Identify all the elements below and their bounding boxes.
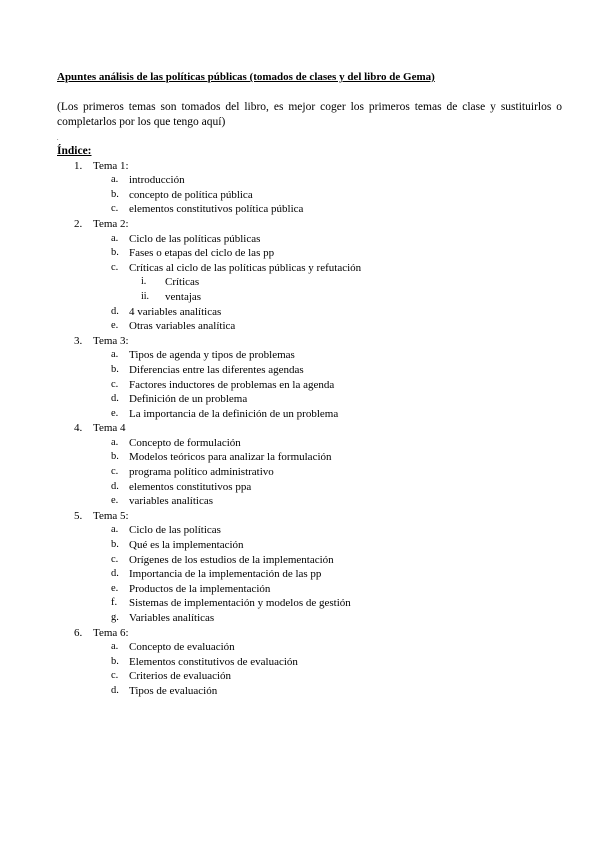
index-subtopic-label: Fases o etapas del ciclo de las pp	[129, 247, 275, 260]
index-topic-1-label: Tema 1:	[93, 159, 129, 172]
index-subsubtopic-marker: i.	[141, 276, 147, 288]
index-subtopic-marker: e.	[111, 407, 119, 419]
index-subtopic	[57, 261, 562, 276]
index-subtopic	[57, 494, 562, 509]
index-subtopic-marker: d.	[111, 568, 119, 580]
index-subtopic-label: Factores inductores de problemas en la agenda	[129, 378, 335, 391]
index-topic-4	[57, 421, 562, 436]
index-subtopic-marker: b.	[111, 188, 119, 200]
index-subtopic-marker: d.	[111, 305, 119, 317]
intro-paragraph: (Los primeros temas son tomados del libro, es mejor coger los primeros temas de clase y sustituirlos o completarlos por los que tengo aquí)	[57, 101, 562, 128]
index-subtopic-marker: b.	[111, 451, 119, 463]
index-topic-2-label: Tema 2:	[93, 217, 129, 230]
index-subtopic-label: Concepto de evaluación	[129, 641, 235, 654]
index-subtopic-marker: e.	[111, 495, 119, 507]
index-subtopic	[57, 465, 562, 480]
index-subtopic-label: Diferencias entre las diferentes agendas	[129, 363, 304, 376]
index-subtopic-marker: d.	[111, 684, 119, 696]
index-subtopic	[57, 567, 562, 582]
index-subtopic	[57, 246, 562, 261]
index-topic-3-marker: 3.	[74, 334, 83, 347]
index-subtopic-marker: b.	[111, 363, 119, 375]
index-topic-1	[57, 159, 562, 174]
index-subtopic-marker: d.	[111, 480, 119, 492]
index-subtopic-label: elementos constitutivos política pública	[129, 203, 304, 216]
index-subtopic-marker: c.	[111, 670, 119, 682]
index-topic-5-marker: 5.	[74, 509, 83, 522]
index-subtopic	[57, 188, 562, 203]
index-subtopic-label: Variables analíticas	[129, 612, 215, 624]
index-subtopic	[57, 596, 562, 611]
index-subtopic-marker: a.	[111, 436, 119, 448]
index-subtopic-marker: a.	[111, 524, 119, 536]
index-subtopic-marker: c.	[111, 553, 119, 565]
index-subtopic-label: 4 variables analíticas	[129, 305, 222, 318]
index-subtopic	[57, 348, 562, 363]
index-subtopic-marker: f.	[111, 597, 118, 609]
index-subtopic-marker: b.	[111, 655, 119, 667]
index-subtopic-label: Críticas al ciclo de las políticas públicas y refutación	[129, 261, 362, 274]
index-subtopic-label: elementos constitutivos ppa	[129, 480, 252, 493]
index-subtopic-label: Concepto de formulación	[129, 436, 241, 449]
index-subtopic	[57, 173, 562, 188]
index-topic-1-marker: 1.	[74, 159, 83, 172]
index-subtopic-label: La importancia de la definición de un problema	[129, 407, 339, 420]
index-subtopic-marker: e.	[111, 320, 119, 332]
index-subtopic-label: Criterios de evaluación	[129, 670, 232, 683]
index-subtopic-label: Sistemas de implementación y modelos de gestión	[129, 597, 351, 610]
document-title: Apuntes análisis de las políticas públicas (tomados de clases y del libro de Gema)	[57, 71, 435, 83]
index-subsubtopic	[57, 290, 562, 305]
index-topic-3	[57, 334, 562, 349]
index-subtopic-marker: d.	[111, 393, 119, 405]
index-subsubtopic-label: ventajas	[165, 290, 202, 303]
index-subtopic	[57, 553, 562, 568]
stray-dot: .	[57, 136, 59, 142]
index-subtopic	[57, 202, 562, 217]
index-subtopic-marker: a.	[111, 232, 119, 244]
index-topic-5-label: Tema 5:	[93, 509, 129, 522]
index-topic-3-label: Tema 3:	[93, 334, 129, 347]
index-topic-6	[57, 626, 562, 641]
index-subtopic-label: Qué es la implementación	[129, 539, 244, 552]
index-topic-4-marker: 4.	[74, 422, 83, 435]
index-subtopic-marker: b.	[111, 539, 119, 551]
index-subtopic-marker: b.	[111, 247, 119, 259]
index-subtopic	[57, 436, 562, 451]
index-subtopic-marker: c.	[111, 261, 119, 273]
index-subtopic-label: introducción	[129, 174, 185, 187]
index-subtopic-marker: a.	[111, 174, 119, 186]
index-subtopic	[57, 450, 562, 465]
index-topic-6-label: Tema 6:	[93, 626, 129, 639]
index-heading: Índice:	[57, 145, 92, 157]
index-subtopic-label: Definición de un problema	[129, 393, 248, 406]
index-subtopic-marker: g.	[111, 612, 119, 623]
index-topic-6-marker: 6.	[74, 626, 83, 639]
index-subtopic	[57, 363, 562, 378]
index-subsubtopic-label: Críticas	[165, 276, 200, 289]
index-topic-2-marker: 2.	[74, 217, 83, 230]
index-subtopic	[57, 232, 562, 247]
index-subtopic	[57, 523, 562, 538]
index-subtopic-label: Elementos constitutivos de evaluación	[129, 655, 298, 668]
index-subtopic-marker: c.	[111, 203, 119, 215]
index-subtopic	[57, 582, 562, 597]
index-subtopic	[57, 305, 562, 320]
index-subtopic-label: Otras variables analítica	[129, 320, 236, 333]
index-subtopic	[57, 392, 562, 407]
index-subtopic	[57, 407, 562, 422]
index-subtopic-label: Modelos teóricos para analizar la formulación	[129, 451, 332, 464]
index-topic-2	[57, 217, 562, 232]
index-subtopic-label: programa político administrativo	[129, 466, 274, 479]
index-topic-5	[57, 509, 562, 524]
index-subtopic-marker: e.	[111, 582, 119, 594]
index-subsubtopic	[57, 275, 562, 290]
index-subtopic	[57, 655, 562, 670]
index-subtopic	[57, 378, 562, 393]
index-subtopic-marker: a.	[111, 349, 119, 361]
index-subtopic	[57, 611, 562, 626]
index-subtopic-label: Productos de la implementación	[129, 582, 271, 595]
index-subtopic-marker: a.	[111, 641, 119, 653]
index-subtopic-label: Orígenes de los estudios de la implementación	[129, 553, 334, 566]
index-subtopic	[57, 538, 562, 553]
index-subtopic-label: concepto de política pública	[129, 188, 253, 201]
index-subtopic-label: Importancia de la implementación de las pp	[129, 568, 322, 581]
table-of-contents	[57, 159, 562, 699]
index-subtopic	[57, 669, 562, 684]
index-topic-4-label: Tema 4	[93, 422, 126, 435]
index-subtopic-label: variables analíticas	[129, 495, 213, 508]
index-subtopic-label: Ciclo de las políticas públicas	[129, 232, 261, 245]
index-subtopic-label: Tipos de agenda y tipos de problemas	[129, 349, 295, 362]
index-subtopic-marker: c.	[111, 466, 119, 478]
index-subtopic	[57, 480, 562, 495]
index-subtopic-marker: c.	[111, 378, 119, 390]
index-subsubtopic-marker: ii.	[141, 290, 150, 302]
index-subtopic-label: Ciclo de las políticas	[129, 524, 221, 537]
index-subtopic	[57, 684, 562, 699]
index-subtopic	[57, 640, 562, 655]
document-page	[57, 70, 562, 699]
index-subtopic-label: Tipos de evaluación	[129, 684, 218, 697]
index-subtopic	[57, 319, 562, 334]
